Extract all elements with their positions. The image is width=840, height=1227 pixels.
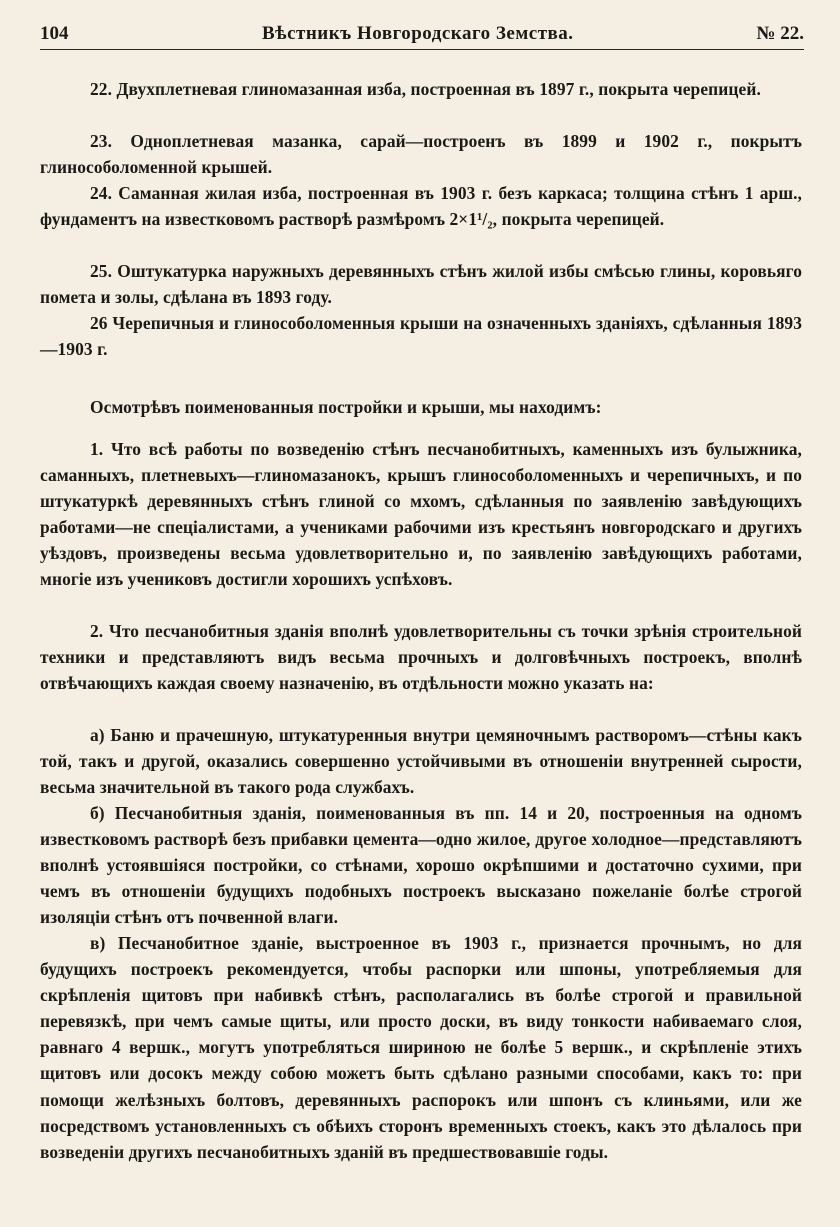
header-rule bbox=[40, 49, 804, 50]
finding-2a: а) Баню и прачешную, штукатуренныя внутри цемяночнымъ растворомъ—стѣны какъ той, такъ и другой, оказались совершенно устойчивыми въ отношеніи внутренней сырости, весьма значительной въ такого рода службахъ. bbox=[40, 725, 802, 798]
finding-2b: б) Песчанобитныя зданія, поименованныя въ пп. 14 и 20, построенныя на одномъ известковомъ растворѣ безъ прибавки цемента—одно жилое, другое холодное—представляютъ вполнѣ устоявшіяся постройки, со стѣнами, хорошо окрѣпшими и достаточно сухими, при чемъ въ отношеніи будущихъ подобныхъ построекъ высказано пожеланіе болѣе строгой изоляціи стѣнъ отъ почвенной влаги. bbox=[40, 803, 802, 928]
list-item-23: 23. Одноплетневая мазанка, сарай—построенъ въ 1899 и 1902 г., покрытъ глинособоломенной крышей. bbox=[40, 131, 802, 178]
finding-1: 1. Что всѣ работы по возведенію стѣнъ песчанобитныхъ, каменныхъ изъ булыжника, саманныхъ, плетневыхъ—глиномазанокъ, крышъ глинособоломенныхъ и черепичныхъ, и по штукатуркѣ деревянныхъ стѣнъ глиной со мхомъ, сдѣланныя по заявленію завѣдующихъ работами—не спеціалистами, а учениками рабочими изъ крестьянъ новгородскаго и другихъ уѣздовъ, произведены весьма удовлетворительно и, по заявленію завѣдующихъ работами, многіе изъ учениковъ достигли хорошихъ успѣховъ. bbox=[40, 439, 802, 590]
finding-2c: в) Песчанобитное зданіе, выстроенное въ 1903 г., признается прочнымъ, но для будущихъ построекъ рекомендуется, чтобы распорки или шпоны, употребляемыя для скрѣпленія щитовъ при набивкѣ стѣнъ, располагались въ болѣе строгой и правильной перевязкѣ, при чемъ самые щиты, или просто доски, въ виду тонкости набиваемаго слоя, равнаго 4 вершк., могутъ употребляться шириною не болѣе 5 вершк., и скрѣпленіе этихъ щитовъ или досокъ между собою можетъ быть сдѣлано разными способами, какъ то: при помощи желѣзныхъ болтовъ, деревянныхъ распорокъ или шпонъ съ клиньями, или же посредствомъ установленныхъ съ обѣихъ сторонъ временныхъ стоекъ, какъ это дѣлалось при возведеніи другихъ песчанобитныхъ зданій въ предшествовавшіе годы. bbox=[40, 933, 802, 1162]
journal-title: Вѣстникъ Новгородскаго Земства. bbox=[262, 23, 574, 44]
list-item-22: 22. Двухплетневая глиномазанная изба, построенная въ 1897 г., покрыта черепицей. bbox=[90, 79, 761, 99]
list-item-26: 26 Черепичныя и глинособоломенныя крыши на означенныхъ зданіяхъ, сдѣланныя 1893—1903 г. bbox=[40, 313, 802, 360]
finding-2: 2. Что песчанобитныя зданія вполнѣ удовлетворительны съ точки зрѣнія строительной техники и представляютъ видъ весьма прочныхъ и долговѣчныхъ построекъ, вполнѣ отвѣчающихъ каждая своему назначенію, въ отдѣльности можно указать на: bbox=[40, 621, 802, 694]
list-item-25: 25. Оштукатурка наружныхъ деревянныхъ стѣнъ жилой избы смѣсью глины, коровьяго помета и золы, сдѣлана въ 1893 году. bbox=[40, 261, 802, 308]
issue-number: № 22. bbox=[756, 23, 804, 44]
list-item-24: 24. Саманная жилая изба, построенная въ 1903 г. безъ каркаса; толщина стѣнъ 1 арш., фундаментъ на известковомъ растворѣ размѣромъ 2×1¹/₂, покрыта черепицей. bbox=[40, 183, 802, 230]
page-number: 104 bbox=[40, 23, 69, 44]
intro-paragraph: Осмотрѣвъ поименованныя постройки и крыши, мы находимъ: bbox=[90, 397, 602, 417]
running-header bbox=[40, 22, 804, 48]
